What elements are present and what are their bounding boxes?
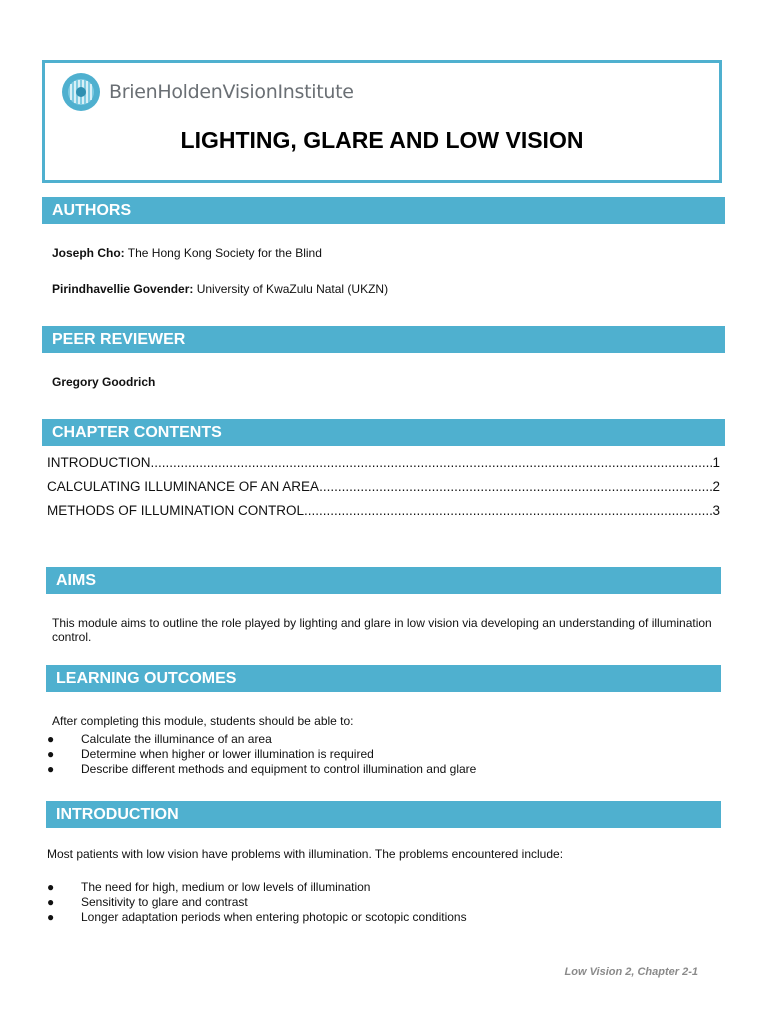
toc-label: INTRODUCTION bbox=[47, 455, 151, 470]
bullet: ● bbox=[47, 732, 55, 746]
section-header-chapter-contents: CHAPTER CONTENTS bbox=[42, 419, 725, 446]
page-footer: Low Vision 2, Chapter 2-1 bbox=[564, 966, 698, 978]
learning-outcomes-list bbox=[47, 732, 476, 777]
toc-label: CALCULATING ILLUMINANCE OF AN AREA bbox=[47, 479, 320, 494]
author-2-affiliation: University of KwaZulu Natal (UKZN) bbox=[193, 282, 389, 296]
toc-leader bbox=[304, 503, 712, 518]
toc-entry-calculating-illuminance[interactable] bbox=[47, 479, 720, 494]
toc-entry-methods-of-illumination[interactable] bbox=[47, 503, 720, 518]
aims-text: This module aims to outline the role played by lighting and glare in low vision via developing an understanding of illumination control. bbox=[52, 616, 712, 644]
section-header-aims: AIMS bbox=[46, 567, 721, 594]
bullet: ● bbox=[47, 895, 55, 909]
introduction-list bbox=[47, 880, 467, 925]
title-box bbox=[42, 60, 722, 183]
author-1 bbox=[52, 246, 322, 260]
logo-text: BrienHoldenVisionInstitute bbox=[109, 81, 354, 103]
author-1-name: Joseph Cho: bbox=[52, 246, 125, 260]
section-header-peer-reviewer: PEER REVIEWER bbox=[42, 326, 725, 353]
toc-page: 3 bbox=[712, 503, 720, 518]
list-item: ● The need for high, medium or low levels of illumination bbox=[47, 880, 371, 894]
author-1-affiliation: The Hong Kong Society for the Blind bbox=[124, 246, 322, 260]
bullet: ● bbox=[47, 762, 55, 776]
toc-page: 1 bbox=[712, 455, 720, 470]
list-item: ● Sensitivity to glare and contrast bbox=[47, 895, 248, 909]
toc-entry-introduction[interactable] bbox=[47, 455, 720, 470]
introduction-text: Most patients with low vision have problems with illumination. The problems encountered include: bbox=[47, 847, 564, 861]
logo bbox=[61, 72, 354, 112]
list-item: ● Calculate the illuminance of an area bbox=[47, 732, 272, 746]
institute-logo-icon bbox=[61, 72, 101, 112]
section-header-authors: AUTHORS bbox=[42, 197, 725, 224]
section-header-introduction: INTRODUCTION bbox=[46, 801, 721, 828]
list-item: ● Determine when higher or lower illumination is required bbox=[47, 747, 374, 761]
peer-reviewer-name: Gregory Goodrich bbox=[52, 375, 156, 389]
toc-page: 2 bbox=[712, 479, 720, 494]
bullet: ● bbox=[47, 910, 55, 924]
section-header-learning-outcomes: LEARNING OUTCOMES bbox=[46, 665, 721, 692]
list-item: ● Describe different methods and equipment to control illumination and glare bbox=[47, 762, 477, 776]
toc-leader bbox=[319, 479, 712, 494]
list-item: ● Longer adaptation periods when entering photopic or scotopic conditions bbox=[47, 910, 467, 924]
bullet: ● bbox=[47, 747, 55, 761]
toc-leader bbox=[151, 455, 713, 470]
page-title: LIGHTING, GLARE AND LOW VISION bbox=[180, 127, 584, 153]
bullet: ● bbox=[47, 880, 55, 894]
toc-label: METHODS OF ILLUMINATION CONTROL bbox=[47, 503, 305, 518]
learning-intro: After completing this module, students should be able to: bbox=[52, 714, 354, 728]
author-2-name: Pirindhavellie Govender: bbox=[52, 282, 194, 296]
author-2 bbox=[52, 282, 388, 296]
